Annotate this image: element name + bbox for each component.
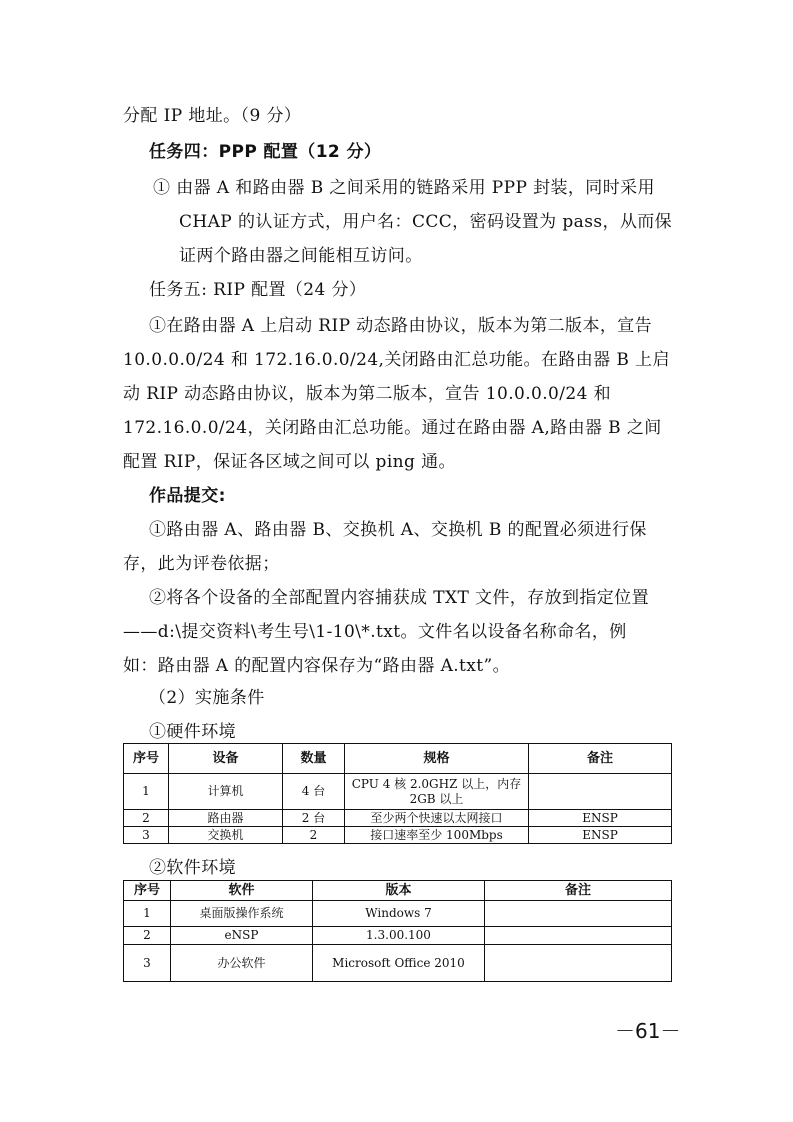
hw-header-qty: 数量 — [283, 744, 345, 774]
table-cell — [485, 927, 672, 945]
table-cell: 办公软件 — [171, 945, 313, 982]
table-cell: 1 — [124, 774, 169, 810]
table-cell: 2 台 — [283, 810, 345, 827]
table-row — [124, 901, 672, 927]
table-cell: ENSP — [529, 827, 672, 844]
hw-header-spec: 规格 — [345, 744, 529, 774]
line-9: 动 RIP 动态路由协议，版本为第二版本，宣告 10.0.0.0/24 和 — [123, 384, 612, 404]
hardware-table — [123, 743, 672, 844]
table-cell: 2 — [283, 827, 345, 844]
software-table — [123, 880, 672, 982]
line-4: CHAP 的认证方式，用户名：CCC，密码设置为 pass，从而保 — [179, 212, 673, 232]
hw-header-no: 序号 — [124, 744, 169, 774]
line-13: ①路由器 A、路由器 B、交换机 A、交换机 B 的配置必须进行保 — [149, 520, 647, 540]
table-cell: 计算机 — [169, 774, 283, 810]
line-17: 如：路由器 A 的配置内容保存为“路由器 A.txt”。 — [123, 656, 511, 676]
table-cell: 2 — [124, 810, 169, 827]
line-10: 172.16.0.0/24，关闭路由汇总功能。通过在路由器 A,路由器 B 之间 — [123, 418, 662, 438]
table-row — [124, 945, 672, 982]
hw-header-note: 备注 — [529, 744, 672, 774]
table-row — [124, 774, 672, 810]
table-cell: 交换机 — [169, 827, 283, 844]
table-cell: 3 — [124, 945, 171, 982]
table-row — [124, 810, 672, 827]
table-cell: 3 — [124, 827, 169, 844]
heading-submission: 作品提交: — [149, 486, 226, 506]
table-cell: 1.3.00.100 — [313, 927, 485, 945]
table-cell — [485, 901, 672, 927]
table-cell — [529, 774, 672, 810]
table-cell: 路由器 — [169, 810, 283, 827]
table-cell: 1 — [124, 901, 171, 927]
table-cell: ENSP — [529, 810, 672, 827]
sw-header-no: 序号 — [124, 881, 171, 901]
line-14: 存，此为评卷依据； — [123, 554, 280, 574]
line-5: 证两个路由器之间能相互访问。 — [179, 246, 423, 266]
line-7: ①在路由器 A 上启动 RIP 动态路由协议，版本为第二版本，宣告 — [149, 316, 653, 336]
hw-header-device: 设备 — [169, 744, 283, 774]
line-11: 配置 RIP，保证各区域之间可以 ping 通。 — [123, 452, 456, 472]
sw-header-version: 版本 — [313, 881, 485, 901]
table-cell: 至少两个快速以太网接口 — [345, 810, 529, 827]
sw-header-note: 备注 — [485, 881, 672, 901]
heading-task-5: 任务五: RIP 配置（24 分） — [149, 280, 367, 300]
heading-hardware: ①硬件环境 — [149, 722, 236, 742]
table-row — [124, 927, 672, 945]
table-row — [124, 827, 672, 844]
table-cell: 桌面版操作系统 — [171, 901, 313, 927]
heading-software: ②软件环境 — [149, 858, 236, 878]
line-15: ②将各个设备的全部配置内容捕获成 TXT 文件，存放到指定位置 — [149, 588, 649, 608]
sw-header-software: 软件 — [171, 881, 313, 901]
heading-task-4: 任务四：PPP 配置（12 分） — [149, 142, 382, 162]
table-cell: 2 — [124, 927, 171, 945]
table-cell: eNSP — [171, 927, 313, 945]
table-cell: Microsoft Office 2010 — [313, 945, 485, 982]
page-number: －61－ — [615, 1019, 681, 1043]
line-16: ——d:\提交资料\考生号\1-10\*.txt。文件名以设备名称命名，例 — [123, 622, 627, 642]
table-cell: Windows 7 — [313, 901, 485, 927]
line-3: ① 由器 A 和路由器 B 之间采用的链路采用 PPP 封装，同时采用 — [153, 178, 655, 198]
line-8: 10.0.0.0/24 和 172.16.0.0/24,关闭路由汇总功能。在路由器 B 上启 — [123, 350, 670, 370]
table-cell — [485, 945, 672, 982]
table-cell: 接口速率至少 100Mbps — [345, 827, 529, 844]
table-cell: CPU 4 核 2.0GHZ 以上，内存 2GB 以上 — [345, 774, 529, 810]
line-1: 分配 IP 地址。（9 分） — [123, 106, 302, 126]
heading-conditions: （2）实施条件 — [149, 688, 265, 708]
table-cell: 4 台 — [283, 774, 345, 810]
